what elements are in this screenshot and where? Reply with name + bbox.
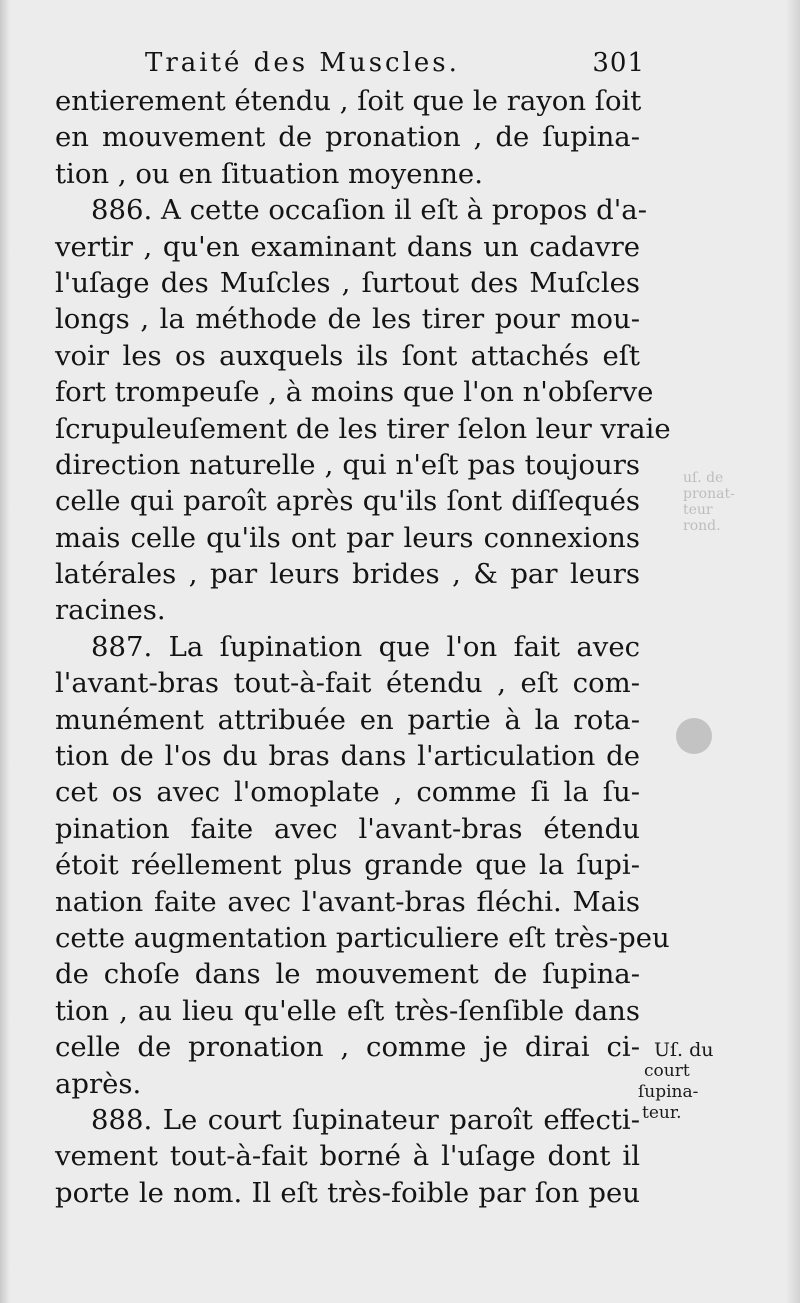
paragraph-886-start: 886. A cette occaſion il eſt à propos d'a-	[91, 194, 647, 227]
text-line: direction naturelle , qui n'eſt pas toujours	[55, 448, 640, 481]
text-line: de choſe dans le mouvement de ſupina-	[55, 958, 640, 991]
margin-note-line: court	[644, 1061, 690, 1081]
text-line: tion de l'os du bras dans l'articulation de	[55, 740, 640, 773]
ink-blot	[676, 718, 712, 754]
running-head	[145, 48, 645, 84]
margin-note-line: ſupina-	[638, 1082, 699, 1102]
text-line: longs , la méthode de les tirer pour mou-	[55, 303, 640, 336]
text-line: entierement étendu , ſoit que le rayon ſoit	[55, 85, 642, 117]
text-line: tion , au lieu qu'elle eſt très-ſenſible dans	[55, 994, 640, 1027]
text-line: porte le nom. Il eſt très-foible par ſon peu	[55, 1176, 640, 1209]
text-line: étoit réellement plus grande que la ſupi-	[55, 849, 640, 882]
paragraph-887-start: 887. La ſupination que l'on fait avec	[91, 630, 640, 663]
text-line: l'avant-bras tout-à-fait étendu , eſt com-	[55, 667, 640, 700]
text-line: cet os avec l'omoplate , comme ſi la ſu-	[55, 776, 640, 809]
text-line: après.	[55, 1067, 142, 1100]
text-line: l'uſage des Muſcles , ſurtout des Muſcles	[55, 266, 640, 299]
text-line: cette augmentation particuliere eſt très-peu	[55, 921, 670, 954]
bleed-through-text: uſ. de pronat- teur rond.	[683, 470, 735, 534]
text-line: vertir , qu'en examinant dans un cadavre	[55, 230, 640, 263]
text-line: ſcrupuleuſement de les tirer ſelon leur vraie	[55, 412, 671, 445]
page-edge-right	[786, 0, 800, 1303]
text-line: munément attribuée en partie à la rota-	[55, 703, 640, 736]
text-line: tion , ou en ſituation moyenne.	[55, 157, 483, 190]
margin-note-line: Uſ. du	[654, 1039, 714, 1061]
margin-note	[638, 1040, 738, 1124]
text-line: latérales , par leurs brides , & par leurs	[55, 558, 640, 591]
text-line: vement tout-à-fait borné à l'uſage dont il	[55, 1140, 640, 1173]
text-line: en mouvement de pronation , de ſupina-	[55, 121, 640, 154]
text-line: racines.	[55, 594, 166, 627]
page-edge-left	[0, 0, 10, 1303]
text-line: mais celle qu'ils ont par leurs connexions	[55, 521, 640, 554]
text-line: pination faite avec l'avant-bras étendu	[55, 812, 640, 845]
text-line: voir les os auxquels ils ſont attachés eſt	[55, 339, 640, 372]
page-number: 301	[592, 48, 645, 78]
text-line: celle qui paroît après qu'ils ſont diſſequés	[55, 485, 640, 518]
running-head-title: Traité des Muscles.	[145, 48, 460, 78]
text-line: nation faite avec l'avant-bras fléchi. Mais	[55, 885, 640, 918]
body-text	[55, 83, 671, 1211]
paragraph-888-start: 888. Le court ſupinateur paroît effecti-	[91, 1103, 640, 1136]
text-line: celle de pronation , comme je dirai ci-	[55, 1031, 640, 1064]
text-line: fort trompeuſe , à moins que l'on n'obſerve	[55, 376, 654, 409]
margin-note-line: teur.	[642, 1103, 682, 1123]
